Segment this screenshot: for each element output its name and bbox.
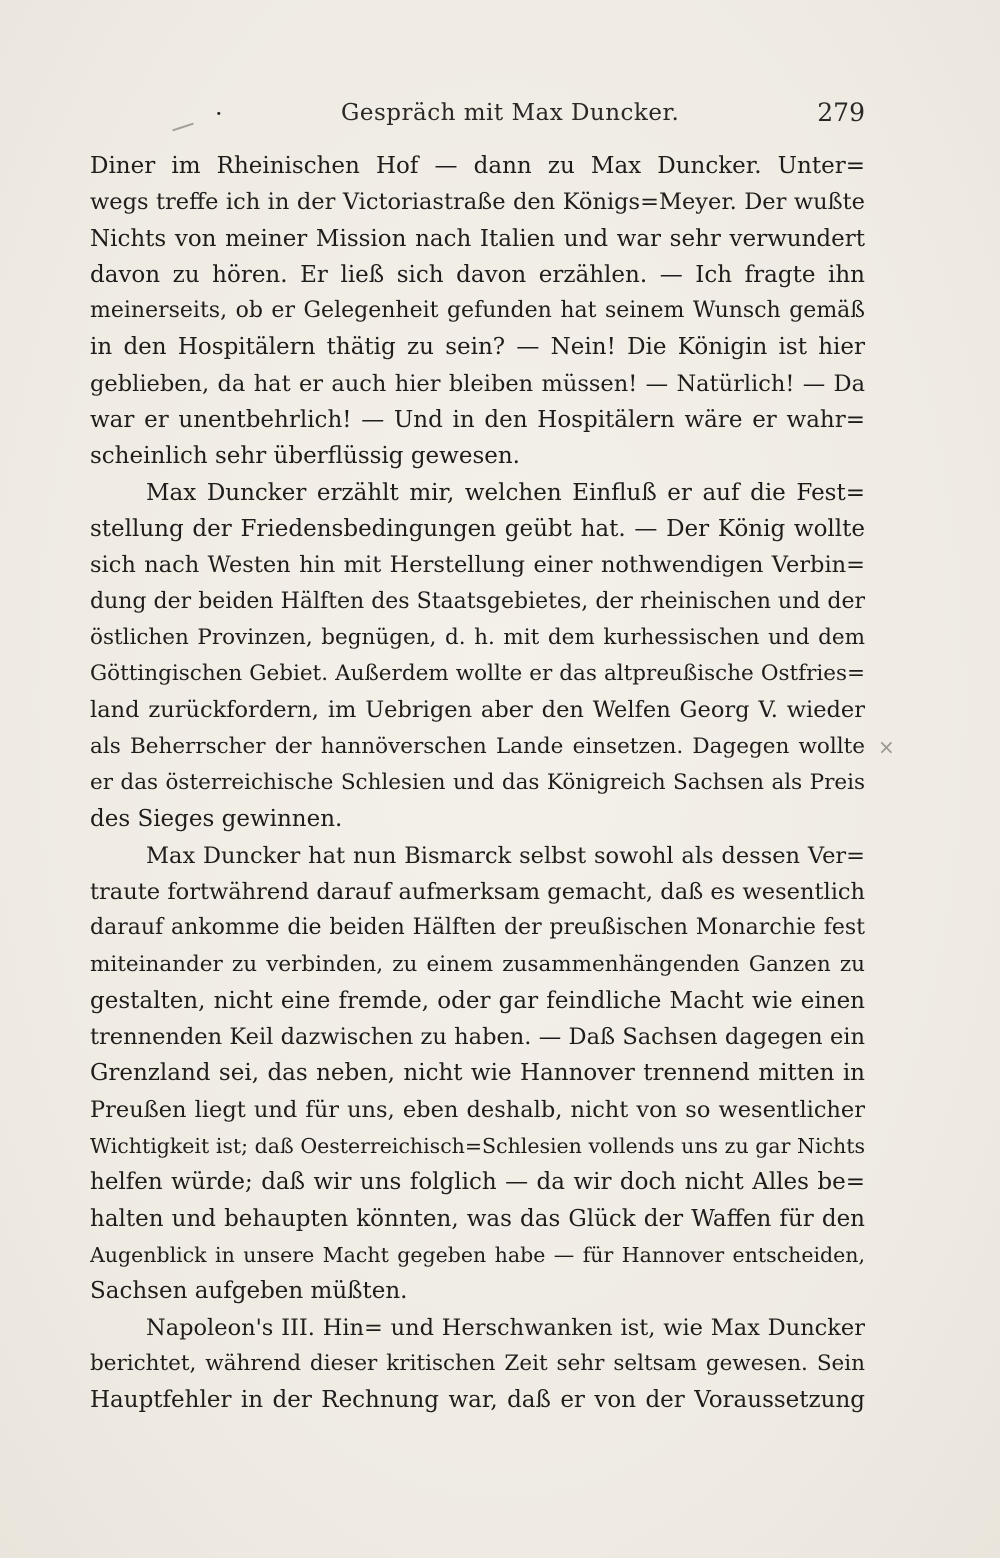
margin-x-mark: × [878,735,895,759]
header-dot: · [215,100,223,128]
text-line: als Beherrscher der hannöverschen Lande einsetzen. Dagegen wollte [90,733,865,759]
text-line: Max Duncker hat nun Bismarck selbst sowohl als dessen Ver= [146,842,865,869]
text-line: östlichen Provinzen, begnügen, d. h. mit dem kurhessischen und dem [90,624,865,650]
running-header [215,96,865,132]
page-number: 279 [817,98,865,127]
text-line: trennenden Keil dazwischen zu haben. — Daß Sachsen dagegen ein [90,1024,865,1051]
text-line: Preußen liegt und für uns, eben deshalb, nicht von so wesentlicher [90,1096,865,1123]
text-line: Göttingischen Gebiet. Außerdem wollte er das altpreußische Ostfries= [90,661,865,687]
text-line: halten und behaupten könnten, was das Glück der Waffen für den [90,1205,865,1232]
text-line: Max Duncker erzählt mir, welchen Einfluß er auf die Fest= [146,479,865,506]
text-line: land zurückfordern, im Uebrigen aber den Welfen Georg V. wieder [90,697,865,724]
text-line: stellung der Friedensbedingungen geübt hat. — Der König wollte [90,515,865,542]
text-line: Nichts von meiner Mission nach Italien und war sehr verwundert [90,225,865,252]
text-line: war er unentbehrlich! — Und in den Hospitälern wäre er wahr= [90,407,865,434]
running-title: Gespräch mit Max Duncker. [341,100,680,126]
text-line: miteinander zu verbinden, zu einem zusammenhängenden Ganzen zu [90,951,865,977]
text-line: in den Hospitälern thätig zu sein? — Nein! Die Königin ist hier [90,334,865,361]
text-line: helfen würde; daß wir uns folglich — da wir doch nicht Alles be= [90,1169,865,1196]
text-line: Hauptfehler in der Rechnung war, daß er von der Voraussetzung [90,1387,865,1414]
text-line: dung der beiden Hälften des Staatsgebietes, der rheinischen und der [90,588,865,614]
text-line: geblieben, da hat er auch hier bleiben müssen! — Natürlich! — Da [90,370,865,397]
text-line: des Sieges gewinnen. [90,806,343,833]
text-line: meinerseits, ob er Gelegenheit gefunden hat seinem Wunsch gemäß [90,298,865,324]
text-line: Sachsen aufgeben müßten. [90,1278,408,1305]
body-text [90,148,865,1418]
text-line: Diner im Rheinischen Hof — dann zu Max Duncker. Unter= [90,153,865,179]
text-line: Wichtigkeit ist; daß Oesterreichisch=Schlesien vollends uns zu gar Nichts [90,1134,865,1159]
text-line: traute fortwährend darauf aufmerksam gemacht, daß es wesentlich [90,878,865,905]
text-line: berichtet, während dieser kritischen Zeit sehr seltsam gewesen. Sein [90,1350,865,1376]
text-line: gestalten, nicht eine fremde, oder gar feindliche Macht wie einen [90,987,865,1014]
text-line: Napoleon's III. Hin= und Herschwanken ist, wie Max Duncker [146,1314,865,1341]
text-line: er das österreichische Schlesien und das Königreich Sachsen als Preis [90,770,865,796]
text-line: davon zu hören. Er ließ sich davon erzählen. — Ich fragte ihn [90,261,865,288]
text-line: scheinlich sehr überflüssig gewesen. [90,443,520,470]
pencil-mark [172,123,194,132]
text-line: Augenblick in unsere Macht gegeben habe — für Hannover entscheiden, [90,1242,865,1267]
text-line: sich nach Westen hin mit Herstellung einer nothwendigen Verbin= [90,552,865,579]
text-line: darauf ankomme die beiden Hälften der preußischen Monarchie fest [90,915,865,941]
text-line: Grenzland sei, das neben, nicht wie Hannover trennend mitten in [90,1060,865,1087]
text-line: wegs treffe ich in der Victoriastraße den Königs=Meyer. Der wußte [90,189,865,216]
